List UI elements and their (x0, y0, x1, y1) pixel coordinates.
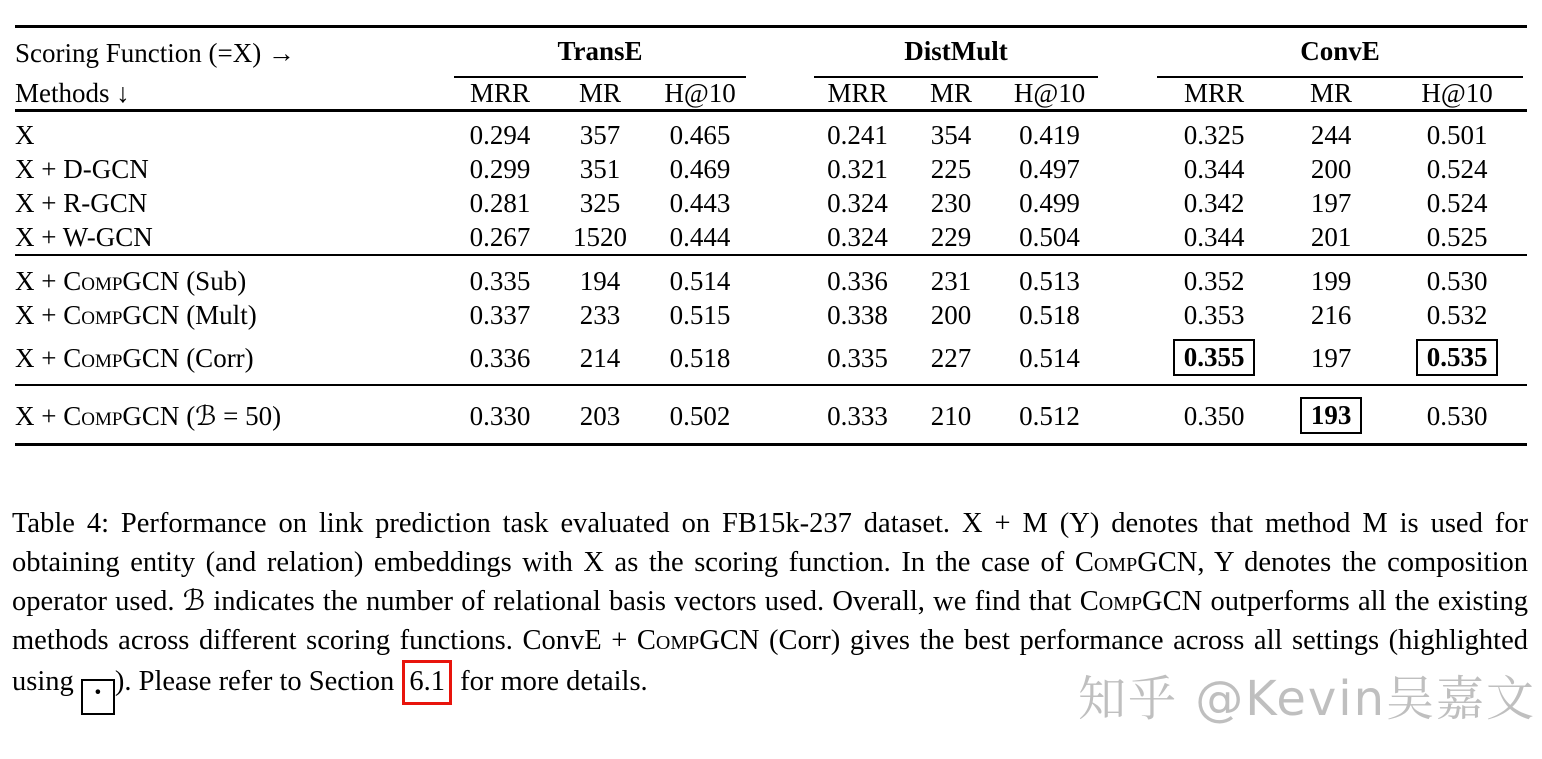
method-text: X + W-GCN (15, 222, 153, 252)
spacer (750, 385, 810, 445)
metric-value: 0.324 (827, 222, 888, 252)
metric-value: 0.444 (669, 222, 731, 252)
metric-value: 0.532 (1426, 300, 1488, 330)
metric-value: 0.335 (827, 342, 888, 373)
metric-value-boxed (1153, 332, 1275, 385)
spacer (1102, 186, 1153, 220)
metric-value-best: 194 (550, 255, 650, 298)
spacer (750, 27, 810, 79)
spacer (750, 78, 810, 111)
method-text: X + (15, 342, 64, 373)
metric-value: 0.342 (1183, 188, 1245, 218)
metric-value: 0.530 (1387, 255, 1527, 298)
table-row (15, 111, 1527, 153)
method-text: (Mult) (179, 300, 257, 330)
corner-scoring-function-label: Scoring Function (=X) → (15, 37, 295, 68)
table-row (15, 152, 1527, 186)
watermark: 知乎 @Kevin吴嘉文 (1078, 671, 1537, 727)
spacer (1102, 111, 1153, 153)
metric-value: 197 (1310, 188, 1352, 218)
caption-segment-n: for more details. (453, 666, 648, 697)
method-label (15, 220, 450, 255)
caption-segment-n: indicates the number of relational basis vectors used. Overall, we find that (205, 586, 1080, 617)
metric-value: 199 (1275, 255, 1387, 298)
highlight-box: 0.355 (1173, 339, 1256, 376)
col-header-distmult-h10: H@10 (997, 78, 1102, 111)
method-text: X + D-GCN (15, 154, 149, 184)
metric-value: 0.530 (1387, 385, 1527, 445)
caption-segment-n: ). Please refer to Section (114, 666, 402, 697)
method-text: (ℬ = 50) (179, 400, 282, 431)
metric-value: 0.524 (1426, 154, 1488, 184)
results-table (15, 25, 1527, 446)
method-label (15, 255, 450, 298)
metric-value-boxed (1387, 332, 1527, 385)
metric-value: 244 (1310, 120, 1352, 150)
metric-value-best: 200 (930, 300, 972, 330)
metric-value: 0.353 (1183, 300, 1245, 330)
method-label (15, 298, 450, 332)
method-smallcaps: CompGCN (63, 342, 180, 373)
metric-value: 354 (930, 120, 972, 150)
caption-segment-n: outperforms all the existing methods across different scoring functions. ConvE + (12, 586, 1528, 656)
spacer (1102, 332, 1153, 385)
metric-value-boxed (1275, 385, 1387, 445)
metric-value: 0.465 (669, 120, 731, 150)
method-text: X (15, 120, 35, 150)
spacer (1102, 27, 1153, 79)
metric-value: 325 (579, 188, 621, 218)
col-header-transe-h10: H@10 (650, 78, 750, 111)
group-header-conve (1153, 27, 1527, 79)
metric-value: 225 (930, 154, 972, 184)
metric-value-best: 0.518 (669, 342, 731, 373)
metric-value: 227 (930, 342, 972, 373)
metric-value: 0.525 (1426, 222, 1488, 252)
highlight-box: 0.535 (1416, 339, 1499, 376)
spacer (1102, 78, 1153, 111)
metric-value: 0.330 (450, 385, 550, 445)
caption-segment-redbox: 6.1 (402, 660, 452, 705)
method-label (15, 385, 450, 445)
col-header-conve-mr: MR (1275, 78, 1387, 111)
metric-value: 0.469 (669, 154, 731, 184)
spacer (750, 111, 810, 153)
group-header-transe (450, 27, 750, 79)
metric-value: 357 (579, 120, 621, 150)
metric-value: 0.336 (469, 342, 531, 373)
metric-value: 0.267 (469, 222, 531, 252)
metric-value: 0.443 (669, 188, 731, 218)
metric-value: 0.514 (1019, 342, 1080, 373)
col-header-conve-h10: H@10 (1387, 78, 1527, 111)
table-row (15, 332, 1527, 385)
spacer (750, 332, 810, 385)
caption-segment-b: ℬ (182, 584, 206, 617)
metric-value: 214 (579, 342, 621, 373)
metric-value: 0.524 (1426, 188, 1488, 218)
group-label: ConvE (1157, 28, 1523, 78)
metric-value: 0.501 (1426, 120, 1488, 150)
metric-value: 351 (579, 154, 621, 184)
group-label: DistMult (814, 28, 1098, 78)
spacer (1102, 220, 1153, 255)
caption-segment-n: Table 4: Performance on link prediction task evaluated on FB15k-237 dataset. X + M (Y) denotes that method M is used for obtaining entity (and relation) embeddings with X as the scoring function. In the case of (12, 508, 1528, 578)
method-smallcaps: CompGCN (63, 400, 180, 431)
metric-value-best: 0.338 (827, 300, 888, 330)
spacer (1102, 152, 1153, 186)
highlight-box: 193 (1300, 397, 1363, 434)
metric-value: 0.499 (1019, 188, 1080, 218)
metric-value: 0.281 (469, 188, 531, 218)
metric-value: 203 (550, 385, 650, 445)
method-text: (Sub) (179, 266, 247, 296)
method-text: X + (15, 400, 64, 431)
table-row-group-header (15, 27, 1527, 79)
metric-value: 230 (930, 188, 972, 218)
table-row (15, 255, 1527, 298)
spacer (1102, 298, 1153, 332)
col-header-distmult-mrr: MRR (810, 78, 905, 111)
metric-value: 0.352 (1153, 255, 1275, 298)
metric-value: 0.513 (997, 255, 1102, 298)
spacer (1102, 255, 1153, 298)
spacer (1102, 385, 1153, 445)
metric-value: 210 (905, 385, 997, 445)
method-label (15, 152, 450, 186)
col-header-transe-mr: MR (550, 78, 650, 111)
method-label (15, 186, 450, 220)
metric-value: 0.299 (469, 154, 531, 184)
metric-value: 200 (1310, 154, 1352, 184)
col-header-distmult-mr: MR (905, 78, 997, 111)
metric-value: 0.344 (1183, 154, 1245, 184)
metric-value: 0.350 (1153, 385, 1275, 445)
group-label: TransE (454, 28, 746, 78)
group-header-distmult (810, 27, 1102, 79)
method-text: X + (15, 266, 64, 296)
caption-segment-sc: CompGCN (1079, 586, 1203, 617)
table-row (15, 186, 1527, 220)
table-row (15, 220, 1527, 255)
method-label (15, 111, 450, 153)
method-text: X + (15, 300, 64, 330)
method-text: X + R-GCN (15, 188, 148, 218)
caption-segment-dotbox: · (81, 679, 115, 715)
metric-value: 0.241 (827, 120, 888, 150)
table-row (15, 385, 1527, 445)
metric-value: 231 (905, 255, 997, 298)
col-header-transe-mrr: MRR (450, 78, 550, 111)
metric-value: 0.502 (650, 385, 750, 445)
metric-value: 229 (930, 222, 972, 252)
metric-value: 0.512 (997, 385, 1102, 445)
method-smallcaps: CompGCN (63, 266, 180, 296)
metric-value: 201 (1310, 222, 1352, 252)
metric-value: 0.504 (1019, 222, 1080, 252)
metric-value: 233 (579, 300, 621, 330)
metric-value: 197 (1310, 342, 1352, 373)
metric-value: 0.333 (810, 385, 905, 445)
metric-value-best: 0.337 (469, 300, 531, 330)
metric-value: 0.514 (650, 255, 750, 298)
metric-value: 1520 (573, 222, 627, 252)
method-label (15, 332, 450, 385)
table-row (15, 298, 1527, 332)
spacer (750, 152, 810, 186)
caption-segment-n: , Y denotes the composition operator used. (12, 546, 1528, 617)
metric-value: 0.325 (1183, 120, 1245, 150)
table-row-metric-header (15, 78, 1527, 111)
metric-value: 0.336 (810, 255, 905, 298)
caption-segment-sc: CompGCN (1074, 546, 1198, 578)
metric-value: 0.344 (1183, 222, 1245, 252)
method-text: (Corr) (179, 342, 254, 373)
spacer (750, 298, 810, 332)
metric-value: 0.515 (669, 300, 731, 330)
caption-segment-sc: CompGCN (636, 624, 760, 656)
metric-value: 0.419 (1019, 120, 1080, 150)
metric-value: 216 (1310, 300, 1352, 330)
metric-value: 0.321 (827, 154, 888, 184)
spacer (750, 255, 810, 298)
metric-value: 0.294 (469, 120, 531, 150)
metric-value: 0.335 (450, 255, 550, 298)
spacer (750, 186, 810, 220)
metric-value: 0.324 (827, 188, 888, 218)
col-header-conve-mrr: MRR (1153, 78, 1275, 111)
metric-value-best: 0.518 (1019, 300, 1080, 330)
metric-value: 0.497 (1019, 154, 1080, 184)
corner-methods-label: Methods ↓ (15, 78, 450, 111)
method-smallcaps: CompGCN (63, 300, 180, 330)
spacer (750, 220, 810, 255)
caption-segment-n: (Corr) gives the best performance across all settings (highlighted using (12, 624, 1528, 697)
